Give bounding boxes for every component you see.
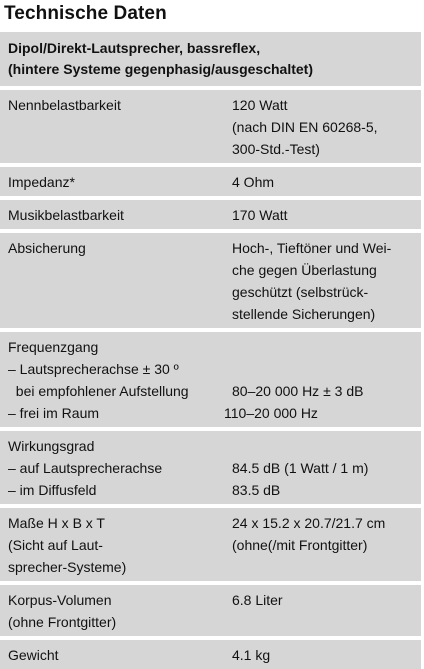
label-line: Wirkungsgrad	[8, 438, 95, 454]
row-value	[224, 332, 421, 427]
row-label	[0, 332, 228, 427]
value-line: 4.1 kg	[232, 647, 271, 663]
value-line	[232, 336, 413, 358]
label-line: Nennbelastbarkeit	[8, 97, 121, 113]
table-row	[0, 581, 421, 636]
row-label	[0, 233, 228, 328]
header-line: (hintere Systeme gegenphasig/ausgeschaltet)	[8, 61, 313, 77]
label-line: Gewicht	[8, 647, 59, 663]
label-line: Absicherung	[8, 240, 86, 256]
value-line	[232, 556, 413, 578]
value-line	[232, 358, 413, 380]
label-line: – im Diffusfeld	[8, 482, 97, 498]
value-line: 80–20 000 Hz ± 3 dB	[232, 383, 364, 399]
header-line: Dipol/Direkt-Lautsprecher, bassreflex,	[8, 40, 261, 56]
row-label	[0, 508, 228, 581]
table-row	[0, 196, 421, 229]
table-row	[0, 427, 421, 504]
label-line: Maße H x B x T	[8, 515, 105, 531]
label-line: – frei im Raum	[8, 405, 100, 421]
value-line: 6.8 Liter	[232, 592, 283, 608]
table-row	[0, 229, 421, 328]
value-line: Hoch-, Tieftöner und Wei-	[232, 240, 392, 256]
value-line: 110–20 000 Hz	[224, 405, 318, 421]
value-line: 4 Ohm	[232, 174, 275, 190]
value-line: (ohne(/mit Frontgitter)	[232, 537, 368, 553]
row-label	[0, 640, 228, 669]
table-row	[0, 504, 421, 581]
page-title: Technische Daten	[4, 3, 167, 24]
row-value	[228, 200, 421, 229]
label-line: Musikbelastbarkeit	[8, 207, 124, 223]
row-value	[228, 431, 421, 504]
table-row	[0, 636, 421, 669]
row-value	[228, 233, 421, 328]
value-line: 170 Watt	[232, 207, 288, 223]
table-row	[0, 328, 421, 427]
value-line: che gegen Überlastung	[232, 262, 377, 278]
label-line: bei empfohlener Aufstellung	[8, 383, 189, 399]
row-label	[0, 167, 228, 196]
value-line: geschützt (selbstrück-	[232, 284, 369, 300]
label-line: (Sicht auf Laut-	[8, 537, 103, 553]
label-line: – Lautsprecherachse ± 30 º	[8, 361, 179, 377]
row-label	[0, 200, 228, 229]
value-line: 84.5 dB (1 Watt / 1 m)	[232, 460, 369, 476]
label-line: Impedanz*	[8, 174, 75, 190]
row-value	[228, 90, 421, 163]
table-header	[0, 32, 421, 86]
label-line: sprecher-Systeme)	[8, 559, 127, 575]
row-label	[0, 90, 228, 163]
label-line: – auf Lautsprecherachse	[8, 460, 163, 476]
value-line: 83.5 dB	[232, 482, 281, 498]
row-value	[228, 640, 421, 669]
label-line: Korpus-Volumen	[8, 592, 112, 608]
value-line: 300-Std.-Test)	[232, 141, 320, 157]
table-row	[0, 86, 421, 163]
label-line: Frequenzgang	[8, 339, 99, 355]
row-value	[228, 585, 421, 636]
value-line: 120 Watt	[232, 97, 288, 113]
value-line	[232, 435, 413, 457]
value-line: 24 x 15.2 x 20.7/21.7 cm	[232, 515, 386, 531]
row-label	[0, 431, 228, 504]
table-row	[0, 163, 421, 196]
row-value	[228, 167, 421, 196]
label-line: (ohne Frontgitter)	[8, 614, 117, 630]
row-label	[0, 585, 228, 636]
value-line: (nach DIN EN 60268-5,	[232, 119, 378, 135]
spec-table	[0, 32, 421, 669]
row-value	[228, 508, 421, 581]
value-line	[232, 611, 413, 633]
value-line: stellende Sicherungen)	[232, 306, 376, 322]
